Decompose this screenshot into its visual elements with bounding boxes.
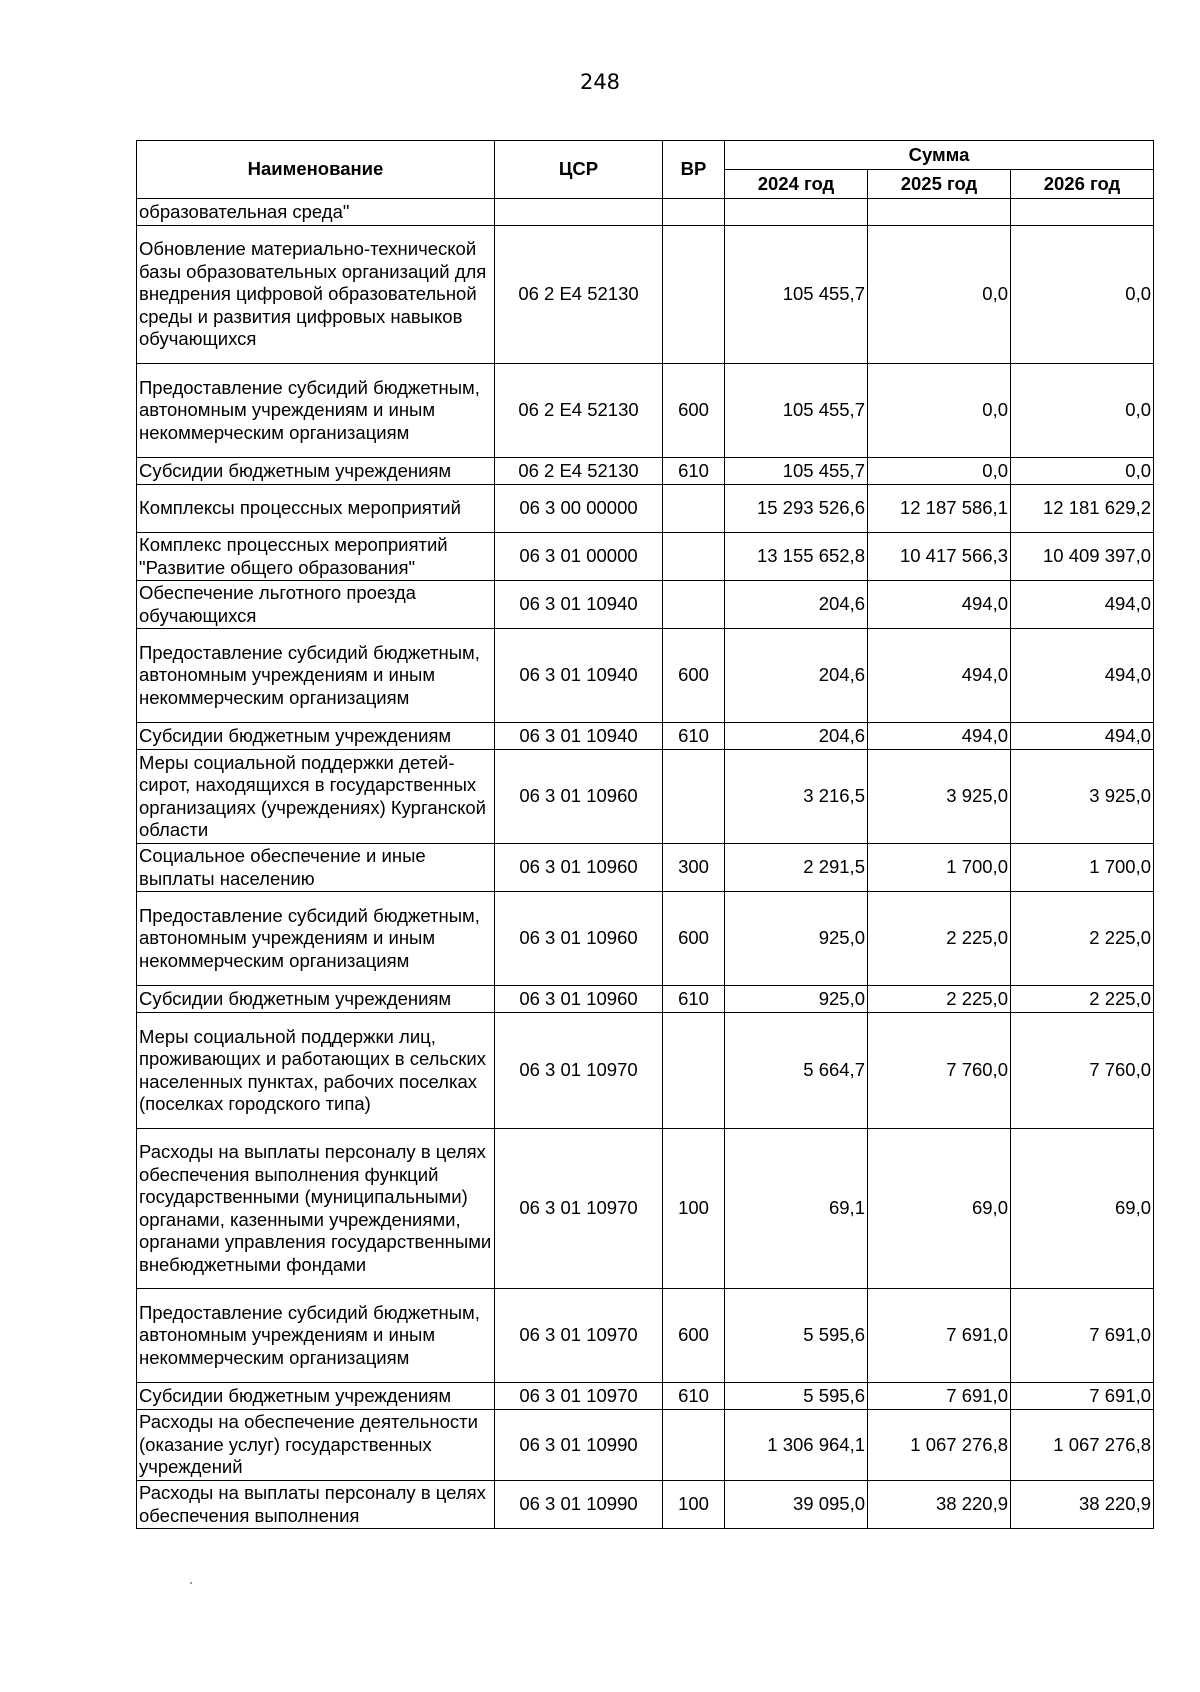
table-row xyxy=(137,581,1154,629)
row-sum-2025: 7 691,0 xyxy=(868,1289,1011,1383)
row-vr xyxy=(663,750,725,844)
row-csr: 06 3 01 10960 xyxy=(495,750,663,844)
row-sum-2024: 13 155 652,8 xyxy=(725,533,868,581)
row-vr: 610 xyxy=(663,1383,725,1410)
row-csr: 06 3 01 10960 xyxy=(495,844,663,892)
row-sum-2024: 5 595,6 xyxy=(725,1383,868,1410)
row-sum-2026: 494,0 xyxy=(1011,581,1154,629)
row-sum-2024: 204,6 xyxy=(725,581,868,629)
row-csr: 06 3 01 10970 xyxy=(495,1289,663,1383)
row-csr: 06 3 00 00000 xyxy=(495,485,663,533)
row-sum-2026: 38 220,9 xyxy=(1011,1481,1154,1529)
row-name: Предоставление субсидий бюджетным, автономным учреждениям и иным некоммерческим организациям xyxy=(137,364,495,458)
table-row xyxy=(137,1129,1154,1289)
row-sum-2024: 1 306 964,1 xyxy=(725,1410,868,1481)
row-sum-2026: 7 691,0 xyxy=(1011,1289,1154,1383)
row-sum-2024: 204,6 xyxy=(725,629,868,723)
row-name: Обеспечение льготного проезда обучающихся xyxy=(137,581,495,629)
row-vr: 100 xyxy=(663,1481,725,1529)
row-sum-2024: 5 595,6 xyxy=(725,1289,868,1383)
row-sum-2026 xyxy=(1011,199,1154,226)
header-csr: ЦСР xyxy=(495,141,663,199)
row-sum-2025: 3 925,0 xyxy=(868,750,1011,844)
row-sum-2024: 39 095,0 xyxy=(725,1481,868,1529)
row-csr: 06 3 01 00000 xyxy=(495,533,663,581)
row-csr: 06 3 01 10960 xyxy=(495,986,663,1013)
table-row xyxy=(137,458,1154,485)
row-name: Расходы на выплаты персоналу в целях обеспечения выполнения xyxy=(137,1481,495,1529)
row-vr: 600 xyxy=(663,629,725,723)
row-name: Социальное обеспечение и иные выплаты населению xyxy=(137,844,495,892)
row-vr xyxy=(663,533,725,581)
table-row xyxy=(137,892,1154,986)
row-sum-2025: 38 220,9 xyxy=(868,1481,1011,1529)
row-sum-2025: 2 225,0 xyxy=(868,892,1011,986)
row-sum-2024: 925,0 xyxy=(725,986,868,1013)
row-sum-2025: 2 225,0 xyxy=(868,986,1011,1013)
table-row xyxy=(137,629,1154,723)
table-row xyxy=(137,485,1154,533)
row-sum-2024: 105 455,7 xyxy=(725,364,868,458)
row-sum-2025: 7 691,0 xyxy=(868,1383,1011,1410)
row-vr xyxy=(663,581,725,629)
row-csr: 06 3 01 10990 xyxy=(495,1481,663,1529)
row-name: Меры социальной поддержки детей-сирот, находящихся в государственных организациях (учреждениях) Курганской области xyxy=(137,750,495,844)
table-row xyxy=(137,1481,1154,1529)
row-sum-2025 xyxy=(868,199,1011,226)
table-row xyxy=(137,199,1154,226)
row-sum-2024: 69,1 xyxy=(725,1129,868,1289)
table-row xyxy=(137,1289,1154,1383)
row-sum-2025: 1 067 276,8 xyxy=(868,1410,1011,1481)
row-sum-2026: 494,0 xyxy=(1011,629,1154,723)
row-sum-2026: 3 925,0 xyxy=(1011,750,1154,844)
row-vr xyxy=(663,1013,725,1129)
row-name: Комплексы процессных мероприятий xyxy=(137,485,495,533)
row-vr: 100 xyxy=(663,1129,725,1289)
row-sum-2024: 105 455,7 xyxy=(725,458,868,485)
row-name: Предоставление субсидий бюджетным, автономным учреждениям и иным некоммерческим организациям xyxy=(137,629,495,723)
row-sum-2025: 12 187 586,1 xyxy=(868,485,1011,533)
row-name: Предоставление субсидий бюджетным, автономным учреждениям и иным некоммерческим организациям xyxy=(137,1289,495,1383)
row-sum-2024: 925,0 xyxy=(725,892,868,986)
row-sum-2026: 7 760,0 xyxy=(1011,1013,1154,1129)
header-year-2024: 2024 год xyxy=(725,170,868,199)
row-csr: 06 3 01 10960 xyxy=(495,892,663,986)
row-sum-2026: 10 409 397,0 xyxy=(1011,533,1154,581)
row-sum-2024: 3 216,5 xyxy=(725,750,868,844)
header-name: Наименование xyxy=(137,141,495,199)
row-vr: 300 xyxy=(663,844,725,892)
row-sum-2026: 69,0 xyxy=(1011,1129,1154,1289)
header-sum: Сумма xyxy=(725,141,1154,170)
row-sum-2024: 2 291,5 xyxy=(725,844,868,892)
row-sum-2026: 7 691,0 xyxy=(1011,1383,1154,1410)
row-sum-2024: 5 664,7 xyxy=(725,1013,868,1129)
table-row xyxy=(137,986,1154,1013)
row-sum-2026: 0,0 xyxy=(1011,226,1154,364)
row-sum-2026: 2 225,0 xyxy=(1011,892,1154,986)
row-name: Меры социальной поддержки лиц, проживающих и работающих в сельских населенных пунктах, рабочих поселках (поселках городского типа) xyxy=(137,1013,495,1129)
table-row xyxy=(137,750,1154,844)
row-sum-2025: 69,0 xyxy=(868,1129,1011,1289)
row-sum-2025: 494,0 xyxy=(868,629,1011,723)
row-csr: 06 3 01 10940 xyxy=(495,581,663,629)
row-vr: 600 xyxy=(663,892,725,986)
row-name: Субсидии бюджетным учреждениям xyxy=(137,723,495,750)
row-sum-2025: 7 760,0 xyxy=(868,1013,1011,1129)
row-sum-2025: 494,0 xyxy=(868,723,1011,750)
table-row xyxy=(137,1383,1154,1410)
row-sum-2026: 0,0 xyxy=(1011,458,1154,485)
row-vr xyxy=(663,226,725,364)
row-csr: 06 3 01 10970 xyxy=(495,1129,663,1289)
row-name: Субсидии бюджетным учреждениям xyxy=(137,986,495,1013)
row-vr xyxy=(663,485,725,533)
row-name: Расходы на обеспечение деятельности (оказание услуг) государственных учреждений xyxy=(137,1410,495,1481)
row-sum-2026: 0,0 xyxy=(1011,364,1154,458)
row-sum-2025: 0,0 xyxy=(868,226,1011,364)
table-row xyxy=(137,1013,1154,1129)
row-sum-2024 xyxy=(725,199,868,226)
row-name: Предоставление субсидий бюджетным, автономным учреждениям и иным некоммерческим организациям xyxy=(137,892,495,986)
row-csr: 06 2 Е4 52130 xyxy=(495,364,663,458)
header-vr: ВР xyxy=(663,141,725,199)
header-year-2025: 2025 год xyxy=(868,170,1011,199)
row-sum-2026: 1 067 276,8 xyxy=(1011,1410,1154,1481)
row-name: Расходы на выплаты персоналу в целях обеспечения выполнения функций государственными (муниципальными) органами, казенными учреждениями, органами управления государственными внебюджетными фондами xyxy=(137,1129,495,1289)
table-row xyxy=(137,1410,1154,1481)
table-row xyxy=(137,226,1154,364)
table-row xyxy=(137,723,1154,750)
row-vr: 610 xyxy=(663,723,725,750)
row-sum-2025: 0,0 xyxy=(868,364,1011,458)
header-year-2026: 2026 год xyxy=(1011,170,1154,199)
row-sum-2024: 105 455,7 xyxy=(725,226,868,364)
row-vr xyxy=(663,199,725,226)
row-name: Комплекс процессных мероприятий "Развитие общего образования" xyxy=(137,533,495,581)
row-csr: 06 3 01 10940 xyxy=(495,723,663,750)
row-sum-2026: 12 181 629,2 xyxy=(1011,485,1154,533)
row-name: образовательная среда" xyxy=(137,199,495,226)
row-sum-2026: 1 700,0 xyxy=(1011,844,1154,892)
row-sum-2024: 204,6 xyxy=(725,723,868,750)
row-sum-2025: 10 417 566,3 xyxy=(868,533,1011,581)
row-name: Субсидии бюджетным учреждениям xyxy=(137,1383,495,1410)
table-row xyxy=(137,844,1154,892)
row-csr: 06 2 Е4 52130 xyxy=(495,226,663,364)
row-sum-2026: 2 225,0 xyxy=(1011,986,1154,1013)
row-sum-2025: 494,0 xyxy=(868,581,1011,629)
row-sum-2026: 494,0 xyxy=(1011,723,1154,750)
budget-table xyxy=(136,140,1154,1529)
row-csr: 06 3 01 10990 xyxy=(495,1410,663,1481)
row-vr xyxy=(663,1410,725,1481)
scan-speck xyxy=(190,1582,192,1584)
row-vr: 600 xyxy=(663,364,725,458)
row-csr xyxy=(495,199,663,226)
row-csr: 06 2 Е4 52130 xyxy=(495,458,663,485)
row-sum-2025: 1 700,0 xyxy=(868,844,1011,892)
row-csr: 06 3 01 10970 xyxy=(495,1013,663,1129)
page-number: 248 xyxy=(579,70,621,94)
row-name: Субсидии бюджетным учреждениям xyxy=(137,458,495,485)
row-vr: 610 xyxy=(663,458,725,485)
row-vr: 600 xyxy=(663,1289,725,1383)
table-row xyxy=(137,364,1154,458)
row-vr: 610 xyxy=(663,986,725,1013)
row-csr: 06 3 01 10970 xyxy=(495,1383,663,1410)
row-sum-2025: 0,0 xyxy=(868,458,1011,485)
table-row xyxy=(137,533,1154,581)
row-sum-2024: 15 293 526,6 xyxy=(725,485,868,533)
row-csr: 06 3 01 10940 xyxy=(495,629,663,723)
row-name: Обновление материально-технической базы образовательных организаций для внедрения цифровой образовательной среды и развития цифровых навыков обучающихся xyxy=(137,226,495,364)
